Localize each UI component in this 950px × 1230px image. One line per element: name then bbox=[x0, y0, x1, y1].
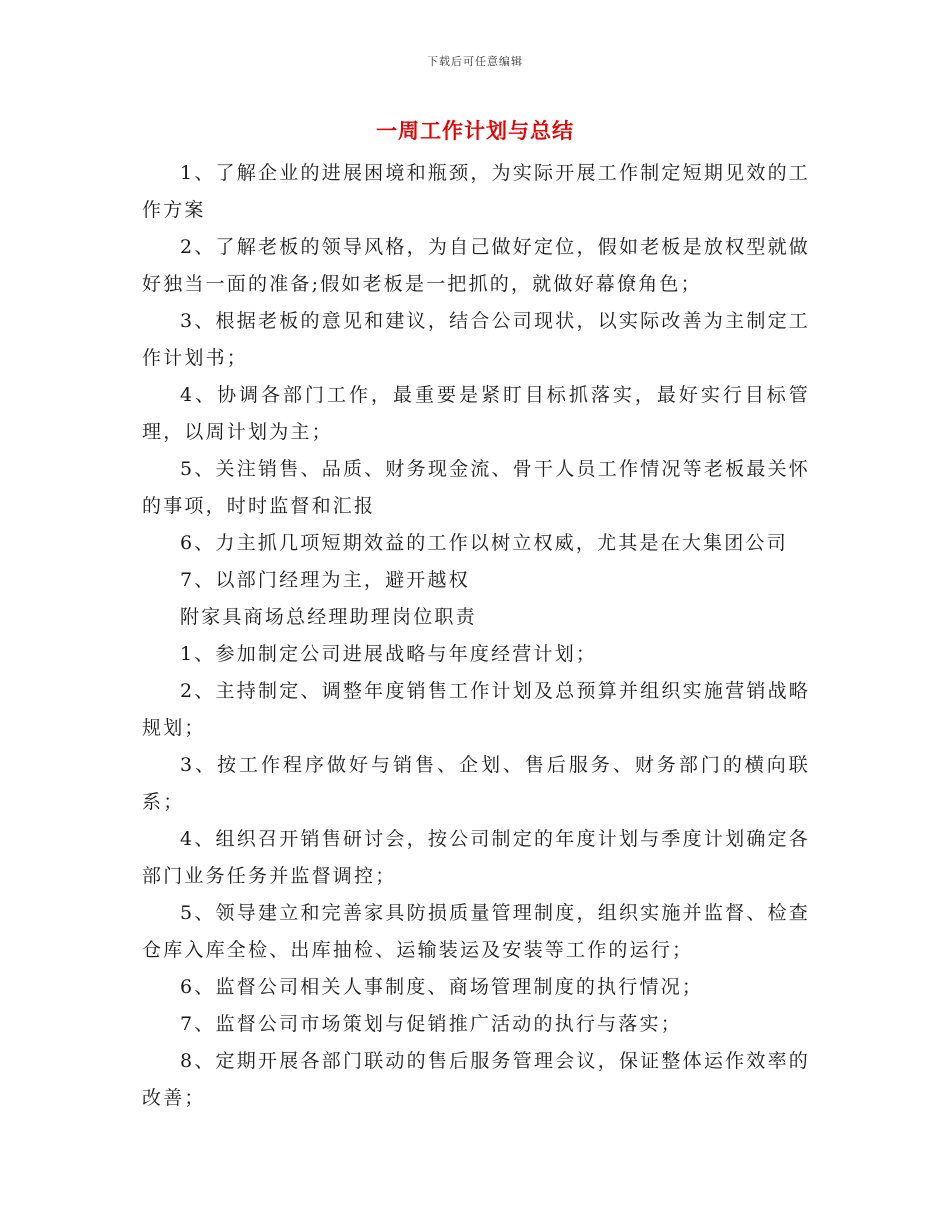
paragraph: 4、组织召开销售研讨会，按公司制定的年度计划与季度计划确定各部门业务任务并监督调控； bbox=[142, 828, 810, 887]
paragraph: 8、定期开展各部门联动的售后服务管理会议，保证整体运作效率的改善； bbox=[142, 1050, 810, 1109]
paragraph: 3、根据老板的意见和建议，结合公司现状，以实际改善为主制定工作计划书； bbox=[142, 310, 810, 369]
document-body bbox=[142, 155, 810, 1117]
paragraph: 4、协调各部门工作，最重要是紧盯目标抓落实，最好实行目标管理，以周计划为主； bbox=[142, 384, 810, 443]
header-note: 下载后可任意编辑 bbox=[427, 55, 523, 68]
paragraph: 7、监督公司市场策划与促销推广活动的执行与落实； bbox=[180, 1013, 682, 1035]
paragraph: 1、了解企业的进展困境和瓶颈，为实际开展工作制定短期见效的工作方案 bbox=[142, 162, 810, 221]
paragraph: 2、主持制定、调整年度销售工作计划及总预算并组织实施营销战略规划； bbox=[142, 680, 810, 739]
paragraph: 5、关注销售、品质、财务现金流、骨干人员工作情况等老板最关怀的事项，时时监督和汇报 bbox=[142, 458, 810, 517]
paragraph: 3、按工作程序做好与销售、企划、售后服务、财务部门的横向联系； bbox=[142, 754, 810, 813]
paragraph: 6、监督公司相关人事制度、商场管理制度的执行情况； bbox=[180, 976, 704, 998]
paragraph: 6、力主抓几项短期效益的工作以树立权威，尤其是在大集团公司 bbox=[180, 532, 788, 554]
section-heading: 附家具商场总经理助理岗位职责 bbox=[180, 606, 477, 628]
paragraph: 1、参加制定公司进展战略与年度经营计划； bbox=[180, 643, 598, 665]
paragraph: 5、领导建立和完善家具防损质量管理制度，组织实施并监督、检查仓库入库全检、出库抽检、运输装运及安装等工作的运行； bbox=[142, 902, 810, 961]
paragraph: 7、以部门经理为主，避开越权 bbox=[180, 569, 470, 591]
paragraph: 2、了解老板的领导风格，为自己做好定位，假如老板是放权型就做好独当一面的准备;假如老板是一把抓的，就做好幕僚角色； bbox=[142, 236, 810, 295]
document-title: 一周工作计划与总结 bbox=[376, 118, 574, 143]
